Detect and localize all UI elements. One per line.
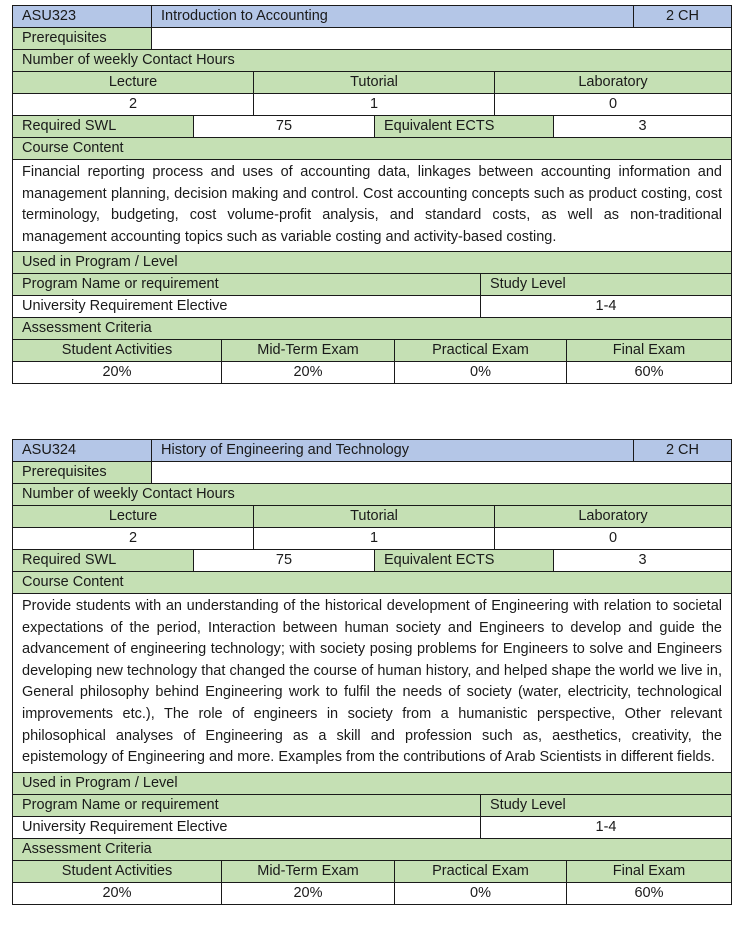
assessment-header-row xyxy=(13,340,732,362)
midterm-exam-value: 20% xyxy=(222,362,395,383)
tutorial-header: Tutorial xyxy=(254,506,495,527)
laboratory-value: 0 xyxy=(495,94,732,115)
course-content-text: Provide students with an understanding of the historical development of Engineering with relation to societal expectations of the period, Interaction between human society and Engineers to develop and guide the advancement of engineering technology; with society posing problems for Engineers to solve and Engineers developing new technology that changed the course of human history, and helped shape the world we live in, General philosophy behind Engineering work to fulfil the needs of society (water, electricity, technological improvements etc.), The role of engineers in society from a humanistic perspective, Other relevant philosophical analyses of Engineering as a skill and profession such as, aesthetics, creativity, the epistemology of Engineering and more. Examples from the contributions of Arab Scientists in different fields. xyxy=(13,594,732,773)
course-header-cell xyxy=(13,440,732,462)
tutorial-value: 1 xyxy=(254,94,495,115)
contact-hours-header-row xyxy=(13,72,732,94)
study-level-header: Study Level xyxy=(481,795,732,816)
practical-exam-value: 0% xyxy=(395,883,567,904)
course-title: History of Engineering and Technology xyxy=(152,440,634,461)
ects-value: 3 xyxy=(554,550,732,571)
program-level-label: Used in Program / Level xyxy=(13,772,732,794)
student-activities-header: Student Activities xyxy=(61,342,173,359)
prerequisites-label: Prerequisites xyxy=(13,28,152,49)
midterm-exam-value: 20% xyxy=(222,883,395,904)
lecture-header: Lecture xyxy=(108,74,158,90)
practical-exam-value: 0% xyxy=(395,362,567,383)
swl-value: 75 xyxy=(194,116,375,137)
study-level-value: 1-4 xyxy=(481,296,732,317)
final-exam-header: Final Exam xyxy=(567,861,732,882)
final-exam-value: 60% xyxy=(567,883,732,904)
course-code: ASU324 xyxy=(22,442,77,458)
assessment-value-row xyxy=(13,882,732,904)
tutorial-header: Tutorial xyxy=(254,72,495,93)
program-header-row xyxy=(13,274,732,296)
contact-hours-label: Number of weekly Contact Hours xyxy=(13,484,732,506)
course-header-row xyxy=(13,440,732,462)
midterm-exam-header: Mid-Term Exam xyxy=(222,340,395,361)
practical-exam-header: Practical Exam xyxy=(395,861,567,882)
final-exam-header: Final Exam xyxy=(567,340,732,361)
lecture-value: 2 xyxy=(128,530,138,546)
credit-hours: 2 CH xyxy=(634,440,732,461)
course-title: Introduction to Accounting xyxy=(152,6,634,27)
program-name-value: University Requirement Elective xyxy=(22,298,228,315)
program-name-header: Program Name or requirement xyxy=(22,796,219,813)
course-content-text: Financial reporting process and uses of accounting data, linkages between accounting information and management planning, decision making and control. Cost accounting concepts such as product costing, cost terminology, budgeting, cost volume-profit analysis, and standard costs, as well as non-traditional management accounting topics such as variable costing and activity-based costing. xyxy=(13,160,732,252)
course-table-asu324 xyxy=(12,439,732,905)
prerequisites-value xyxy=(152,28,732,49)
study-level-header: Study Level xyxy=(481,274,732,295)
contact-hours-value-row xyxy=(13,528,732,550)
program-level-label: Used in Program / Level xyxy=(13,252,732,274)
student-activities-value: 20% xyxy=(102,884,132,901)
laboratory-value: 0 xyxy=(495,528,732,549)
assessment-criteria-label: Assessment Criteria xyxy=(13,318,732,340)
student-activities-value: 20% xyxy=(102,364,132,381)
student-activities-header: Student Activities xyxy=(61,862,173,879)
ects-value: 3 xyxy=(554,116,732,137)
swl-label: Required SWL xyxy=(13,550,194,571)
course-content-label: Course Content xyxy=(13,572,732,594)
practical-exam-header: Practical Exam xyxy=(395,340,567,361)
ects-label: Equivalent ECTS xyxy=(375,116,554,137)
course-header-row xyxy=(13,6,732,28)
laboratory-header: Laboratory xyxy=(495,72,732,93)
course-header-cell xyxy=(13,6,732,28)
course-code: ASU323 xyxy=(22,8,77,24)
midterm-exam-header: Mid-Term Exam xyxy=(222,861,395,882)
assessment-header-row xyxy=(13,860,732,882)
course-content-label: Course Content xyxy=(13,138,732,160)
prerequisites-label: Prerequisites xyxy=(13,462,152,483)
program-value-row xyxy=(13,816,732,838)
program-value-row xyxy=(13,296,732,318)
final-exam-value: 60% xyxy=(567,362,732,383)
ects-label: Equivalent ECTS xyxy=(375,550,554,571)
swl-ects-row xyxy=(13,550,732,572)
assessment-value-row xyxy=(13,362,732,384)
laboratory-header: Laboratory xyxy=(495,506,732,527)
contact-hours-header-row xyxy=(13,506,732,528)
swl-label: Required SWL xyxy=(13,116,194,137)
lecture-value: 2 xyxy=(128,96,138,112)
program-name-header: Program Name or requirement xyxy=(22,276,219,293)
study-level-value: 1-4 xyxy=(481,817,732,838)
contact-hours-value-row xyxy=(13,94,732,116)
prerequisites-value xyxy=(152,462,732,483)
program-name-value: University Requirement Elective xyxy=(22,818,228,835)
assessment-criteria-label: Assessment Criteria xyxy=(13,838,732,860)
prerequisites-row xyxy=(13,28,732,50)
swl-ects-row xyxy=(13,116,732,138)
tutorial-value: 1 xyxy=(254,528,495,549)
program-header-row xyxy=(13,794,732,816)
prerequisites-row xyxy=(13,462,732,484)
contact-hours-label: Number of weekly Contact Hours xyxy=(13,50,732,72)
lecture-header: Lecture xyxy=(108,508,158,524)
course-table-asu323 xyxy=(12,5,732,384)
swl-value: 75 xyxy=(194,550,375,571)
credit-hours: 2 CH xyxy=(634,6,732,27)
